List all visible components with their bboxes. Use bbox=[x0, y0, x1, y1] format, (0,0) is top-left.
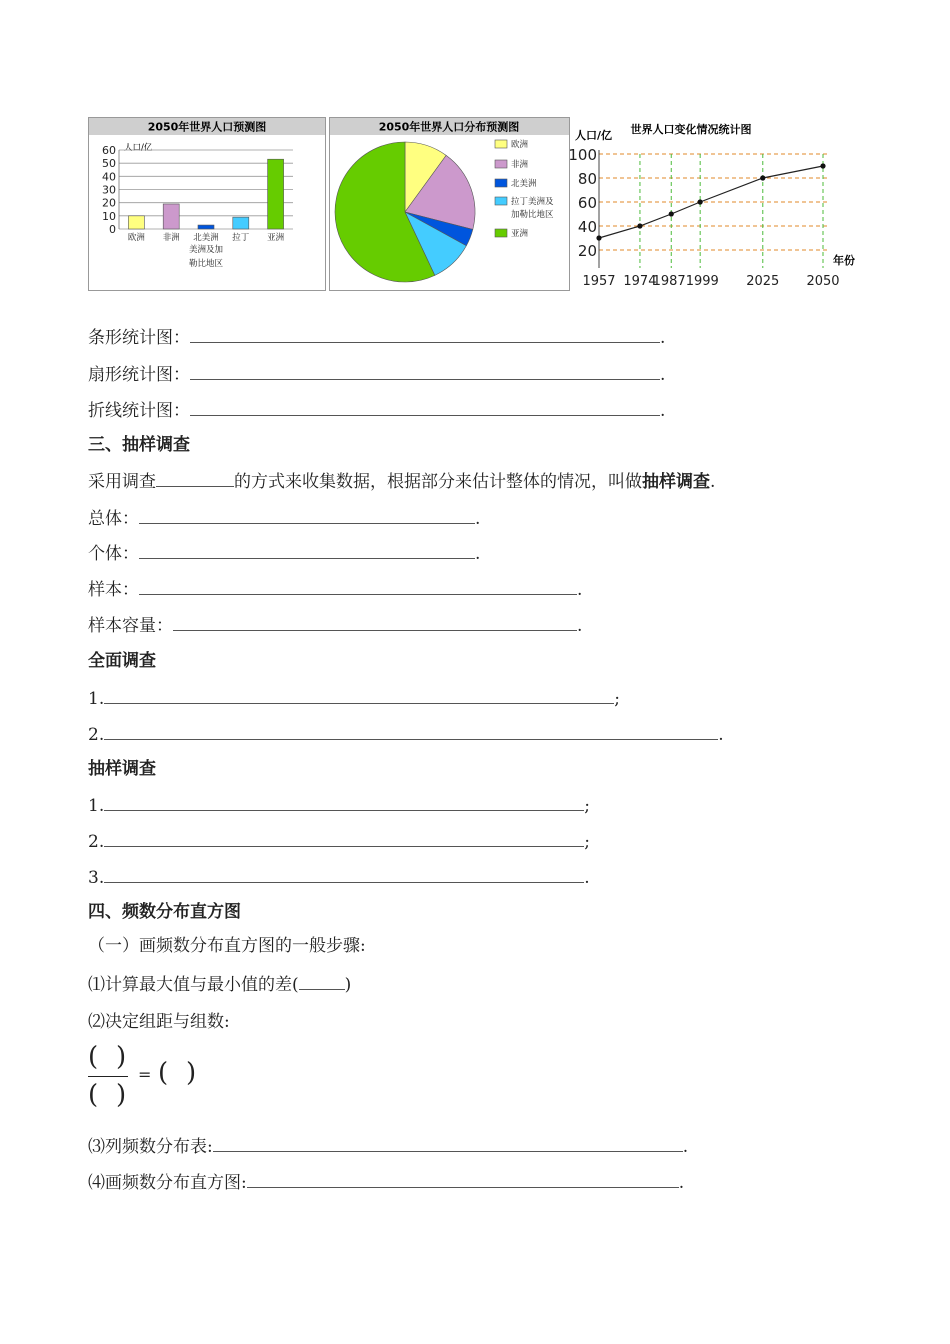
pie-chart-figure bbox=[329, 117, 570, 291]
denominator-open-paren: ( bbox=[88, 1080, 99, 1110]
pie-chart-title: 2050年世界人口分布预测图 bbox=[378, 120, 520, 134]
step4-blank[interactable] bbox=[247, 1170, 679, 1188]
sampling-item2-blank[interactable] bbox=[104, 829, 584, 847]
period: . bbox=[577, 580, 583, 600]
bar bbox=[233, 217, 249, 229]
pie-legend-label: 加勒比地区 bbox=[511, 210, 554, 220]
step-2: ⑵决定组距与组数: bbox=[88, 1012, 230, 1032]
sampling-def-pre: 采用调查 bbox=[88, 472, 156, 492]
individual-line bbox=[88, 541, 480, 566]
period: . bbox=[475, 544, 481, 564]
denominator-close-paren: ) bbox=[116, 1080, 127, 1110]
sampling-item-3 bbox=[88, 865, 590, 890]
pie-legend-label: 拉丁美洲及 bbox=[511, 197, 554, 207]
sample-size-line bbox=[88, 613, 582, 638]
bar bbox=[198, 225, 214, 229]
period: . bbox=[660, 365, 666, 385]
census-item-2 bbox=[88, 722, 724, 747]
census-item-1 bbox=[88, 686, 620, 711]
bar-chart-title: 2050年世界人口预测图 bbox=[147, 120, 267, 134]
step3-blank[interactable] bbox=[213, 1134, 683, 1152]
step-1 bbox=[88, 972, 351, 997]
sampling-def-mid: 的方式来收集数据，根据部分来估计整体的情况，叫做 bbox=[234, 472, 642, 492]
line-x-tick-label: 19871999 bbox=[652, 274, 719, 289]
sample-blank[interactable] bbox=[139, 577, 577, 595]
line-x-tick-label: 2050 bbox=[806, 274, 840, 289]
step-3 bbox=[88, 1134, 688, 1159]
item-number: 2. bbox=[88, 832, 105, 852]
pie-chart-label: 扇形统计图： bbox=[88, 365, 190, 385]
section4-title: 四、频数分布直方图 bbox=[88, 902, 241, 922]
steps-intro: （一）画频数分布直方图的一般步骤: bbox=[88, 936, 366, 956]
line-point bbox=[760, 175, 765, 180]
bar-y-tick-label: 30 bbox=[102, 183, 116, 197]
line-point bbox=[596, 235, 601, 240]
bar-category-label: 拉丁 bbox=[232, 233, 250, 243]
numerator-close-paren: ) bbox=[116, 1042, 127, 1072]
pie-legend-swatch bbox=[495, 160, 507, 168]
line-chart-description-line bbox=[88, 398, 665, 423]
line-x-tick-label: 1974 bbox=[623, 274, 657, 289]
bar-y-tick-label: 20 bbox=[102, 196, 116, 210]
bar-category-label: 欧洲 bbox=[127, 233, 145, 243]
bar-category-label-extra: 美洲及加 bbox=[188, 245, 224, 255]
individual-label: 个体： bbox=[88, 544, 139, 564]
pie-legend-label: 亚洲 bbox=[511, 229, 529, 239]
period: . bbox=[678, 1173, 685, 1193]
sampling-title: 抽样调查 bbox=[88, 759, 156, 779]
bar-chart-figure bbox=[88, 117, 326, 291]
bar-chart-description-line bbox=[88, 325, 665, 350]
population-line bbox=[88, 506, 480, 531]
line-chart-title: 世界人口变化情况统计图 bbox=[630, 123, 752, 136]
item-number: 2. bbox=[88, 725, 105, 745]
period: . bbox=[577, 616, 583, 636]
period: . bbox=[718, 725, 724, 745]
bar-category-label: 亚洲 bbox=[267, 233, 285, 243]
equals-sign: = bbox=[138, 1065, 152, 1084]
step-4 bbox=[88, 1170, 684, 1195]
bar-chart-answer-blank[interactable] bbox=[190, 325, 660, 343]
census-item2-blank[interactable] bbox=[104, 722, 718, 740]
semicolon: ; bbox=[614, 689, 620, 709]
population-blank[interactable] bbox=[139, 506, 475, 524]
pie-legend-label: 非洲 bbox=[511, 160, 529, 170]
line-chart-label: 折线统计图： bbox=[88, 401, 190, 421]
line-y-tick-label: 80 bbox=[577, 170, 597, 188]
line-point bbox=[698, 199, 703, 204]
semicolon: ; bbox=[584, 832, 590, 852]
sampling-item3-blank[interactable] bbox=[104, 865, 584, 883]
census-item1-blank[interactable] bbox=[104, 686, 614, 704]
line-point bbox=[669, 211, 674, 216]
bar bbox=[268, 159, 284, 229]
sampling-item-2 bbox=[88, 829, 590, 854]
numerator-open-paren: ( bbox=[88, 1042, 99, 1072]
pie-legend-label: 北美洲 bbox=[511, 179, 537, 189]
bar-y-tick-label: 40 bbox=[102, 170, 116, 184]
pie-chart bbox=[329, 117, 570, 291]
step1-blank[interactable] bbox=[299, 972, 345, 990]
pie-legend-label: 欧洲 bbox=[511, 140, 529, 150]
period: . bbox=[682, 1137, 689, 1157]
line-point bbox=[637, 223, 642, 228]
line-chart-x-axis-label: 年份 bbox=[833, 254, 855, 267]
section3-title: 三、抽样调查 bbox=[88, 435, 190, 455]
line-y-tick-label: 100 bbox=[568, 146, 597, 164]
bar-y-tick-label: 60 bbox=[102, 144, 116, 157]
census-title: 全面调查 bbox=[88, 651, 156, 671]
line-chart-figure bbox=[568, 117, 865, 293]
sampling-method-blank[interactable] bbox=[156, 469, 234, 487]
bar-chart-unit-label: 人口/亿 bbox=[124, 143, 153, 153]
period: . bbox=[475, 509, 481, 529]
population-label: 总体： bbox=[88, 509, 139, 529]
individual-blank[interactable] bbox=[139, 541, 475, 559]
sampling-item-1 bbox=[88, 793, 590, 818]
line-point bbox=[820, 163, 825, 168]
bar-chart-label: 条形统计图： bbox=[88, 328, 190, 348]
bar-category-label: 非洲 bbox=[162, 233, 180, 243]
bar-y-tick-label: 50 bbox=[102, 157, 116, 171]
line-y-tick-label: 40 bbox=[577, 218, 597, 236]
period: . bbox=[660, 401, 666, 421]
semicolon: ; bbox=[584, 796, 590, 816]
period: . bbox=[660, 328, 666, 348]
line-y-tick-label: 20 bbox=[577, 242, 597, 260]
bar-category-label: 北美洲 bbox=[193, 233, 219, 243]
bar-y-tick-label: 10 bbox=[102, 209, 116, 223]
step1-text: ⑴计算最大值与最小值的差( bbox=[88, 975, 299, 995]
result-open-paren: ( bbox=[158, 1058, 169, 1088]
bar-category-label-extra: 勒比地区 bbox=[188, 259, 224, 269]
line-x-tick-label: 1957 bbox=[582, 274, 616, 289]
sampling-def-term: 抽样调查 bbox=[642, 472, 710, 492]
sample-line bbox=[88, 577, 582, 602]
item-number: 1. bbox=[88, 689, 105, 709]
pie-legend-swatch bbox=[495, 229, 507, 237]
line-chart bbox=[568, 117, 865, 293]
bar bbox=[163, 204, 179, 229]
line-chart-answer-blank[interactable] bbox=[190, 398, 660, 416]
line-x-tick-label: 2025 bbox=[746, 274, 780, 289]
pie-chart-answer-blank[interactable] bbox=[190, 362, 660, 380]
line-y-tick-label: 60 bbox=[577, 194, 597, 212]
sample-size-label: 样本容量： bbox=[88, 616, 173, 636]
period: . bbox=[710, 472, 716, 492]
fraction-formula bbox=[86, 1040, 226, 1114]
result-close-paren: ) bbox=[186, 1058, 197, 1088]
step1-close: ) bbox=[344, 975, 352, 995]
fraction-bar bbox=[88, 1076, 128, 1077]
bar bbox=[128, 216, 144, 229]
item-number: 3. bbox=[88, 868, 105, 888]
pie-legend-swatch bbox=[495, 197, 507, 205]
sampling-item1-blank[interactable] bbox=[104, 793, 584, 811]
item-number: 1. bbox=[88, 796, 105, 816]
period: . bbox=[584, 868, 590, 888]
line-chart-unit-label: 人口/亿 bbox=[575, 129, 613, 142]
pie-legend-swatch bbox=[495, 140, 507, 148]
bar-y-tick-label: 0 bbox=[109, 223, 116, 236]
step4-text: ⑷画频数分布直方图: bbox=[88, 1173, 247, 1193]
pie-legend-swatch bbox=[495, 179, 507, 187]
pie-chart-description-line bbox=[88, 362, 665, 387]
sampling-definition bbox=[88, 469, 715, 494]
step3-text: ⑶列频数分布表: bbox=[88, 1137, 213, 1157]
sample-size-blank[interactable] bbox=[173, 613, 577, 631]
sample-label: 样本： bbox=[88, 580, 139, 600]
bar-chart bbox=[88, 117, 326, 291]
